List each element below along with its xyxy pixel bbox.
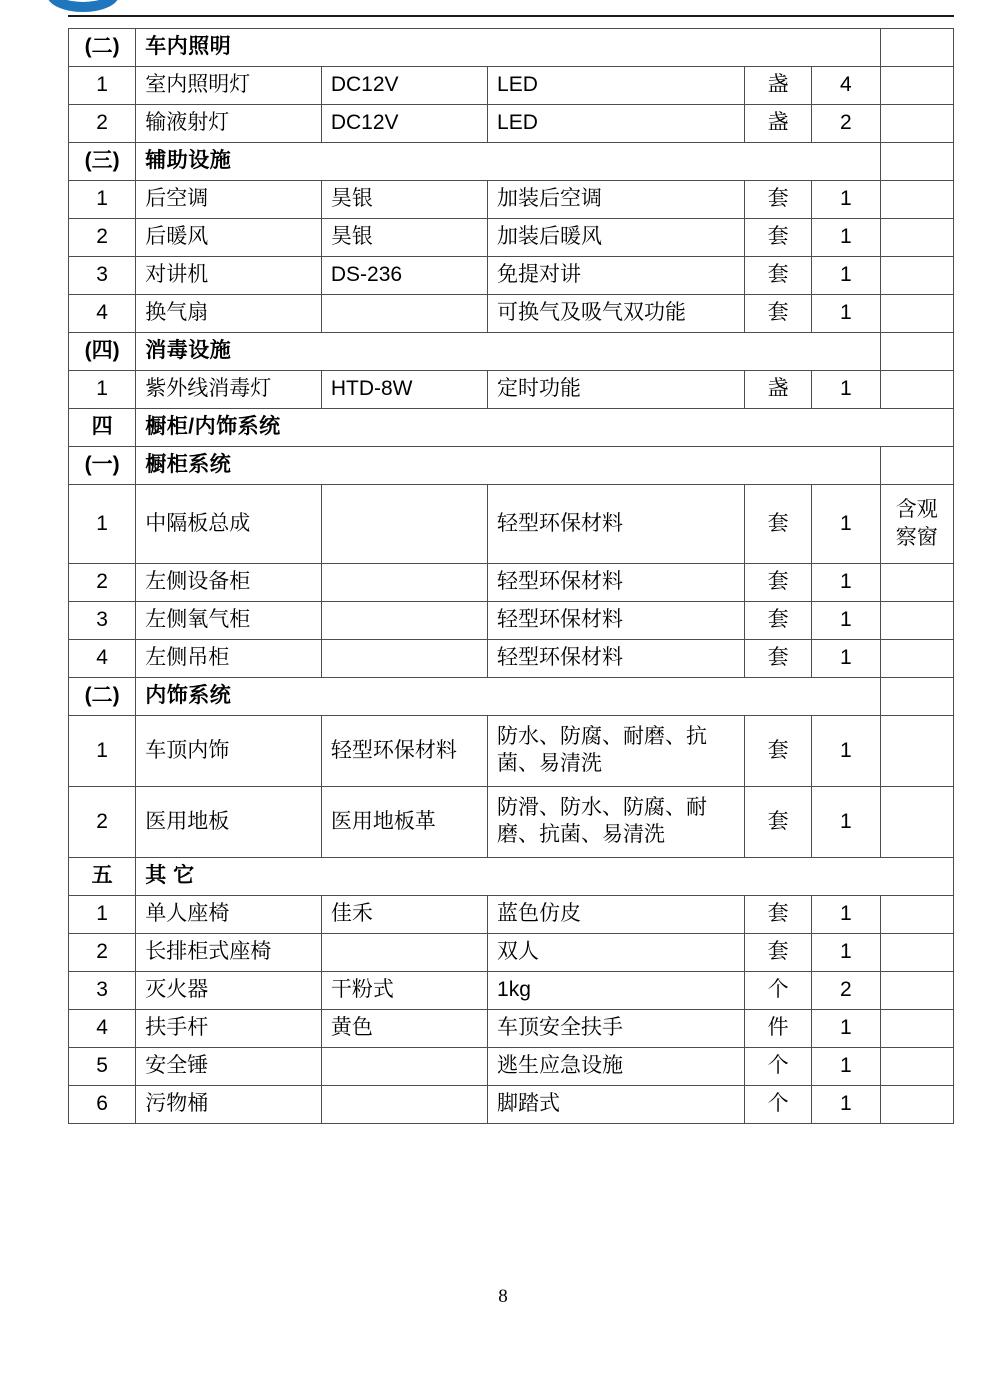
item-remark (880, 934, 953, 972)
subsection-title: 橱柜系统 (136, 447, 880, 485)
item-number: 4 (69, 295, 136, 333)
item-number: 3 (69, 257, 136, 295)
table-row (69, 257, 954, 295)
item-description: 双人 (488, 934, 745, 972)
item-quantity: 1 (812, 934, 880, 972)
item-unit: 套 (744, 640, 811, 678)
company-logo-arc-icon (47, 0, 119, 12)
item-number: 4 (69, 1010, 136, 1048)
item-name: 紫外线消毒灯 (136, 371, 322, 409)
item-model (321, 1086, 487, 1124)
item-number: 1 (69, 371, 136, 409)
item-model (321, 602, 487, 640)
subsection-title: 消毒设施 (136, 333, 880, 371)
item-description: 免提对讲 (488, 257, 745, 295)
item-unit: 套 (744, 934, 811, 972)
item-number: 2 (69, 219, 136, 257)
table-row (69, 1048, 954, 1086)
item-description: LED (488, 105, 745, 143)
text-line: 菌、易清洗 (497, 752, 603, 775)
page-number: 8 (498, 1286, 508, 1307)
item-number: 4 (69, 640, 136, 678)
item-quantity: 1 (812, 896, 880, 934)
item-unit: 个 (744, 1048, 811, 1086)
item-quantity: 1 (812, 564, 880, 602)
subsection-remark-cell (880, 678, 953, 716)
major-section-number: 四 (69, 409, 136, 447)
subsection-remark-cell (880, 143, 953, 181)
item-unit: 盏 (744, 105, 811, 143)
item-remark (880, 371, 953, 409)
item-model: 黄色 (321, 1010, 487, 1048)
major-section-title: 其 它 (136, 858, 954, 896)
item-quantity: 1 (812, 295, 880, 333)
item-quantity: 1 (812, 1086, 880, 1124)
specification-table (68, 28, 954, 1124)
item-unit: 套 (744, 602, 811, 640)
item-remark (880, 602, 953, 640)
subsection-title: 辅助设施 (136, 143, 880, 181)
item-quantity: 1 (812, 640, 880, 678)
subsection-remark-cell (880, 447, 953, 485)
item-unit: 盏 (744, 67, 811, 105)
item-number: 6 (69, 1086, 136, 1124)
text-line: 察窗 (895, 526, 938, 549)
item-name: 后空调 (136, 181, 322, 219)
table-row-subsection (69, 29, 954, 67)
item-description: 车顶安全扶手 (488, 1010, 745, 1048)
item-description: 逃生应急设施 (488, 1048, 745, 1086)
item-model: 轻型环保材料 (321, 716, 487, 787)
item-number: 2 (69, 105, 136, 143)
item-description (488, 787, 745, 858)
text-line: 含观 (895, 497, 938, 521)
item-number: 1 (69, 485, 136, 564)
item-name: 后暖风 (136, 219, 322, 257)
major-section-number: 五 (69, 858, 136, 896)
item-remark (880, 257, 953, 295)
item-number: 5 (69, 1048, 136, 1086)
table-row (69, 1086, 954, 1124)
item-unit: 套 (744, 219, 811, 257)
item-remark (880, 1048, 953, 1086)
item-name: 单人座椅 (136, 896, 322, 934)
item-model (321, 1048, 487, 1086)
table-row-subsection (69, 678, 954, 716)
item-number: 1 (69, 896, 136, 934)
item-unit: 套 (744, 485, 811, 564)
item-name: 污物桶 (136, 1086, 322, 1124)
item-number: 2 (69, 787, 136, 858)
item-remark (880, 295, 953, 333)
item-name: 灭火器 (136, 972, 322, 1010)
subsection-remark-cell (880, 333, 953, 371)
item-description: 定时功能 (488, 371, 745, 409)
item-quantity: 1 (812, 1048, 880, 1086)
item-unit: 套 (744, 295, 811, 333)
item-name: 输液射灯 (136, 105, 322, 143)
subsection-remark-cell (880, 29, 953, 67)
table-row (69, 485, 954, 564)
table-row (69, 640, 954, 678)
item-model (321, 640, 487, 678)
item-quantity: 2 (812, 972, 880, 1010)
item-remark (880, 564, 953, 602)
text-line: 磨、抗菌、易清洗 (497, 823, 666, 846)
major-section-title: 橱柜/内饰系统 (136, 409, 954, 447)
table-row (69, 219, 954, 257)
item-unit: 套 (744, 716, 811, 787)
item-quantity: 1 (812, 1010, 880, 1048)
item-name: 对讲机 (136, 257, 322, 295)
item-remark (880, 972, 953, 1010)
subsection-title: 车内照明 (136, 29, 880, 67)
item-model: DC12V (321, 67, 487, 105)
item-unit: 套 (744, 564, 811, 602)
item-remark (880, 716, 953, 787)
item-model (321, 295, 487, 333)
item-remark (880, 787, 953, 858)
item-unit: 套 (744, 257, 811, 295)
item-unit: 个 (744, 972, 811, 1010)
item-number: 1 (69, 716, 136, 787)
item-quantity: 1 (812, 787, 880, 858)
table-row (69, 564, 954, 602)
item-remark (880, 896, 953, 934)
item-description: 轻型环保材料 (488, 485, 745, 564)
item-unit: 套 (744, 896, 811, 934)
item-quantity: 1 (812, 181, 880, 219)
text-line: 防水、防腐、耐磨、抗 (497, 725, 708, 749)
item-description: 加装后空调 (488, 181, 745, 219)
subsection-number: (四) (69, 333, 136, 371)
item-description: 脚踏式 (488, 1086, 745, 1124)
item-remark (880, 181, 953, 219)
subsection-number: (二) (69, 29, 136, 67)
subsection-number: (三) (69, 143, 136, 181)
item-name: 长排柜式座椅 (136, 934, 322, 972)
item-model: 昊银 (321, 219, 487, 257)
item-description: LED (488, 67, 745, 105)
table-row-subsection (69, 333, 954, 371)
table-body (69, 29, 954, 1124)
item-description: 轻型环保材料 (488, 640, 745, 678)
item-quantity: 1 (812, 602, 880, 640)
table-row (69, 67, 954, 105)
item-name: 室内照明灯 (136, 67, 322, 105)
item-name: 医用地板 (136, 787, 322, 858)
item-unit: 套 (744, 181, 811, 219)
page-header-logo (0, 0, 1006, 16)
table-row (69, 1010, 954, 1048)
item-description: 1kg (488, 972, 745, 1010)
table-row (69, 934, 954, 972)
item-remark (880, 485, 953, 564)
item-quantity: 1 (812, 716, 880, 787)
item-quantity: 2 (812, 105, 880, 143)
specification-sheet (68, 28, 954, 1124)
item-quantity: 1 (812, 219, 880, 257)
item-remark (880, 1086, 953, 1124)
item-model: DC12V (321, 105, 487, 143)
table-row-major-section (69, 409, 954, 447)
table-row (69, 105, 954, 143)
subsection-number: (一) (69, 447, 136, 485)
item-model: 佳禾 (321, 896, 487, 934)
item-model: HTD-8W (321, 371, 487, 409)
item-model (321, 485, 487, 564)
header-divider-rule (68, 15, 954, 17)
table-row (69, 787, 954, 858)
table-row (69, 896, 954, 934)
table-row (69, 972, 954, 1010)
item-model: 昊银 (321, 181, 487, 219)
subsection-number: (二) (69, 678, 136, 716)
item-number: 2 (69, 934, 136, 972)
item-unit: 个 (744, 1086, 811, 1124)
item-name: 中隔板总成 (136, 485, 322, 564)
item-name: 左侧设备柜 (136, 564, 322, 602)
item-unit: 套 (744, 787, 811, 858)
table-row (69, 371, 954, 409)
item-description: 加装后暖风 (488, 219, 745, 257)
item-name: 左侧氧气柜 (136, 602, 322, 640)
table-row-subsection (69, 143, 954, 181)
item-quantity: 1 (812, 371, 880, 409)
item-remark (880, 67, 953, 105)
item-number: 1 (69, 67, 136, 105)
item-remark (880, 640, 953, 678)
item-description (488, 716, 745, 787)
item-unit: 盏 (744, 371, 811, 409)
table-row (69, 716, 954, 787)
item-model: 干粉式 (321, 972, 487, 1010)
item-quantity: 4 (812, 67, 880, 105)
item-number: 3 (69, 972, 136, 1010)
item-model (321, 934, 487, 972)
item-name: 换气扇 (136, 295, 322, 333)
table-row-major-section (69, 858, 954, 896)
item-model: DS-236 (321, 257, 487, 295)
item-unit: 件 (744, 1010, 811, 1048)
table-row-subsection (69, 447, 954, 485)
text-line: 防滑、防水、防腐、耐 (497, 796, 708, 820)
item-number: 3 (69, 602, 136, 640)
item-model (321, 564, 487, 602)
table-row (69, 602, 954, 640)
item-name: 扶手杆 (136, 1010, 322, 1048)
table-row (69, 295, 954, 333)
item-number: 2 (69, 564, 136, 602)
subsection-title: 内饰系统 (136, 678, 880, 716)
item-name: 车顶内饰 (136, 716, 322, 787)
item-number: 1 (69, 181, 136, 219)
item-quantity: 1 (812, 257, 880, 295)
item-model: 医用地板革 (321, 787, 487, 858)
item-name: 安全锤 (136, 1048, 322, 1086)
item-description: 可换气及吸气双功能 (488, 295, 745, 333)
item-remark (880, 1010, 953, 1048)
item-name: 左侧吊柜 (136, 640, 322, 678)
item-description: 轻型环保材料 (488, 564, 745, 602)
item-remark (880, 219, 953, 257)
item-description: 轻型环保材料 (488, 602, 745, 640)
table-row (69, 181, 954, 219)
item-quantity: 1 (812, 485, 880, 564)
item-remark (880, 105, 953, 143)
item-description: 蓝色仿皮 (488, 896, 745, 934)
